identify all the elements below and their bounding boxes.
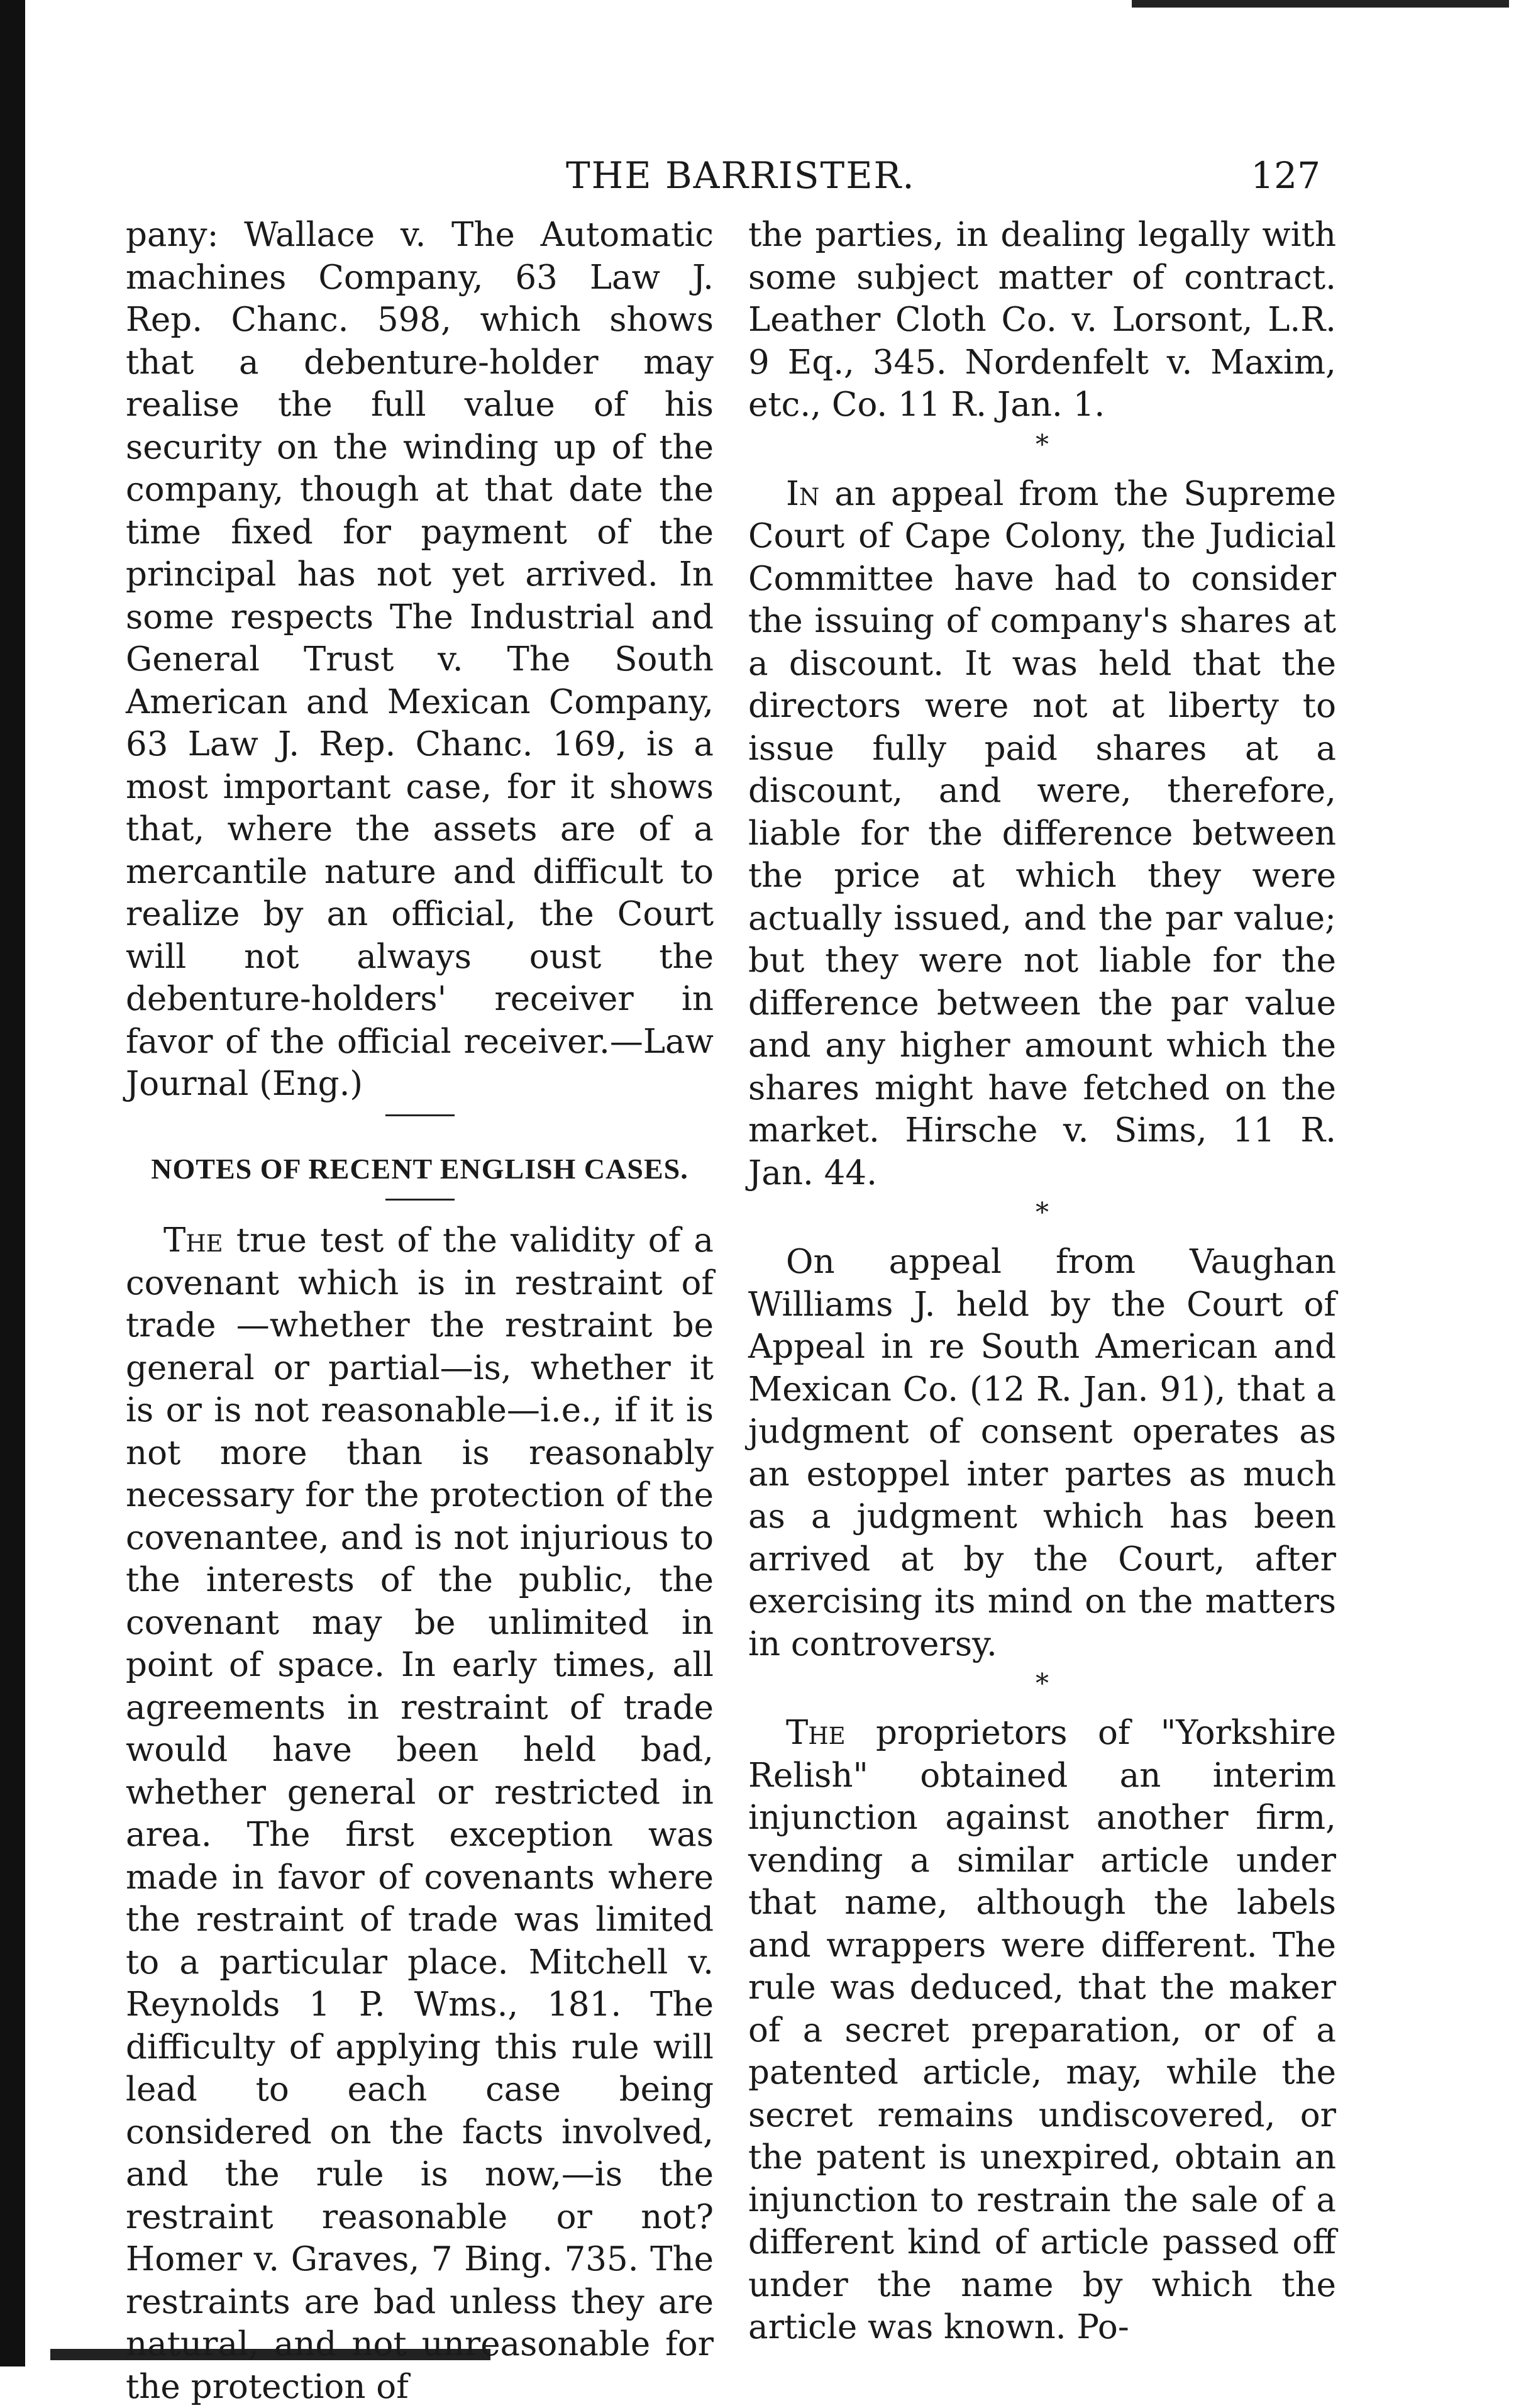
- divider-star-2: *: [1036, 1197, 1049, 1228]
- left-paragraph-2: [126, 1219, 714, 2408]
- divider-star-3: *: [1036, 1668, 1049, 1699]
- right-paragraph-2: [748, 473, 1336, 1195]
- right-paragraph-4-lead: The: [786, 1714, 846, 1752]
- left-paragraph-1: pany: Wallace v. The Automatic machines Company, 63 Law J. Rep. Chanc. 598, which shows that a debenture-holder may realise the full value of his security on the winding up of the company, though at that date the time fixed for payment of the principal has not yet arrived. In some respects The Industrial and General Trust v. The South American and Mexican Company, 63 Law J. Rep. Chanc. 169, is a most important case, for it shows that, where the assets are of a mercantile nature and difficult to realize by an official, the Court will not always oust the debenture-holders' receiver in favor of the official receiver.—Law Journal (Eng.): [126, 216, 714, 1103]
- divider-star-1: *: [1036, 428, 1049, 460]
- right-paragraph-4-body: proprietors of "Yorkshire Relish" obtained an interim injunction against another firm, vending a similar article under that name, although the labels and wrappers were different. The rule was deduced, that the maker of a secret preparation, or of a patented article, may, while the secret remains undiscovered, or the patent is unexpired, obtain an injunction to restrain the sale of a different kind of article passed off under the name by which the article was known. Po-: [748, 1714, 1336, 2346]
- section-rule-top: [385, 1114, 455, 1116]
- right-paragraph-4: [748, 1712, 1336, 2349]
- right-paragraph-3: On appeal from Vaughan Williams J. held by the Court of Appeal in re South American and Mexican Co. (12 R. Jan. 91), that a judgment of consent operates as an estoppel inter partes as much as a judgment which has been arrived at by the Court, after exercising its mind on the matters in controversy.: [748, 1243, 1336, 1663]
- section-rule-bottom: [385, 1199, 455, 1201]
- page-header: [126, 154, 1320, 204]
- left-paragraph-2-lead: The: [163, 1221, 223, 1260]
- scan-edge-left: [0, 0, 25, 2366]
- section-heading: NOTES OF RECENT ENGLISH CASES.: [151, 1152, 688, 1185]
- right-paragraph-1: the parties, in dealing legally with some subject matter of contract. Leather Cloth Co. v. Lorsont, L.R. 9 Eq., 345. Nordenfelt v. Maxim, etc., Co. 11 R. Jan. 1.: [748, 216, 1336, 424]
- right-paragraph-2-lead: In: [786, 474, 820, 513]
- right-column: [748, 214, 1336, 2349]
- left-column: [126, 214, 714, 2408]
- left-paragraph-2-body: true test of the validity of a covenant which is in restraint of trade —whether the restraint be general or partial—is, whether it is or is not reasonable—i.e., if it is not more than is reasonably necessary for the protection of the covenantee, and is not injurious to the interests of the public, the covenant may be unlimited in point of space. In early times, all agreements in restraint of trade would have been held bad, whether general or restricted in area. The first exception was made in favor of covenants where the restraint of trade was limited to a particular place. Mitchell v. Reynolds 1 P. Wms., 181. The difficulty of applying this rule will lead to each case being considered on the facts involved, and the rule is now,—is the restraint reasonable or not? Homer v. Graves, 7 Bing. 735. The restraints are bad unless they are natural, and not unreasonable for the protection of: [126, 1221, 714, 2406]
- running-title: THE BARRISTER.: [566, 154, 915, 197]
- right-paragraph-2-body: an appeal from the Supreme Court of Cape Colony, the Judicial Committee have had to consider the issuing of company's shares at a discount. It was held that the directors were not at liberty to issue fully paid shares at a discount, and were, therefore, liable for the difference between the price at which they were actually issued, and the par value; but they were not liable for the difference between the par value and any higher amount which the shares might have fetched on the market. Hirsche v. Sims, 11 R. Jan. 44.: [748, 474, 1336, 1192]
- page-number: 127: [1251, 154, 1320, 197]
- scan-edge-top: [1132, 0, 1509, 8]
